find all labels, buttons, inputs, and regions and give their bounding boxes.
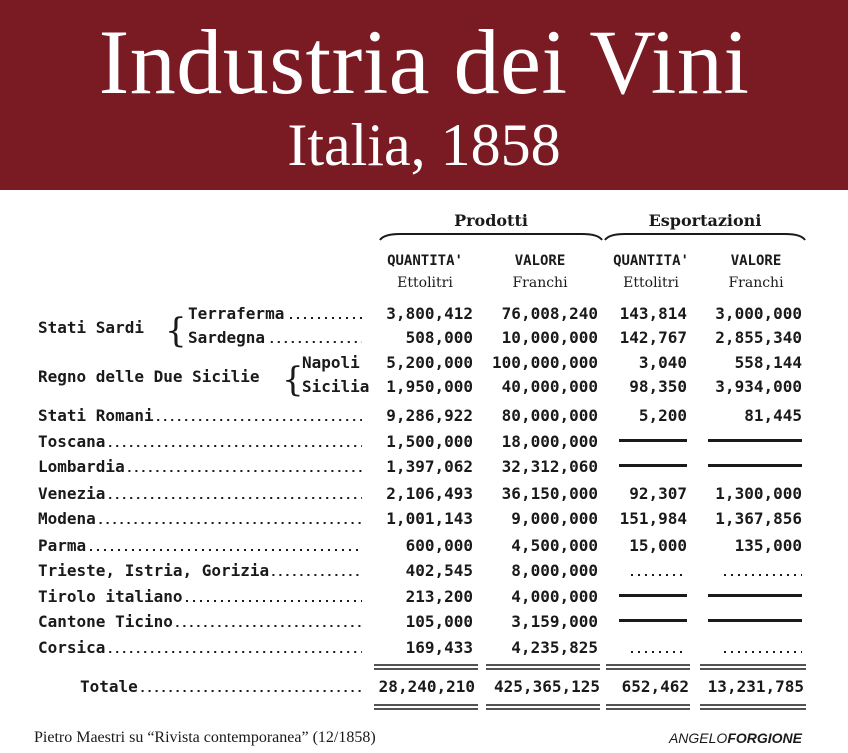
author-brand	[669, 730, 802, 746]
table-cell-value: 80,000,000	[501, 406, 598, 425]
row-sublabel: Sardegna	[188, 328, 266, 347]
table-cell-value: 40,000,000	[501, 377, 598, 396]
group-header-brace	[605, 234, 805, 240]
row-group-brace: {	[165, 311, 187, 351]
table-cell-value: 81,445	[744, 406, 802, 425]
table-cell-value: 2,855,340	[715, 328, 802, 347]
total-label: Totale	[80, 677, 138, 696]
table-cell-value: 3,159,000	[511, 612, 598, 631]
no-data-dash	[708, 619, 802, 622]
column-header: QUANTITA'	[387, 253, 463, 269]
column-unit: Franchi	[512, 275, 568, 291]
table-cell-value: 32,312,060	[501, 457, 598, 476]
table-cell-value: 15,000	[629, 536, 687, 555]
row-label: Trieste, Istria, Gorizia	[38, 561, 270, 580]
total-value: 28,240,210	[378, 677, 475, 696]
total-value: 652,462	[621, 677, 689, 696]
table-cell-value: 135,000	[734, 536, 802, 555]
column-header: QUANTITA'	[613, 253, 689, 269]
table-cell-value: 8,000,000	[511, 561, 598, 580]
table-cell-value: 1,397,062	[386, 457, 473, 476]
table-cell-value: 143,814	[619, 304, 687, 323]
table-cell-value: 213,200	[405, 587, 473, 606]
no-data-dash	[619, 594, 687, 597]
table-cell-value: 76,008,240	[501, 304, 598, 323]
table-cell-value: 3,800,412	[386, 304, 473, 323]
group-header: Prodotti	[454, 211, 528, 230]
table-cell-value: 1,950,000	[386, 377, 473, 396]
row-sublabel: Napoli	[302, 353, 360, 372]
table-cell-value: 100,000,000	[492, 353, 598, 372]
table-cell-value: 1,367,856	[715, 509, 802, 528]
brand-last-name: FORGIONE	[727, 730, 802, 746]
table-cell-value: 5,200,000	[386, 353, 473, 372]
table-cell-value: 36,150,000	[501, 484, 598, 503]
no-data-dash	[708, 439, 802, 442]
table-cell-value: 4,500,000	[511, 536, 598, 555]
table-cell-value: 18,000,000	[501, 432, 598, 451]
table-cell-value: 142,767	[619, 328, 687, 347]
table-cell-value: 151,984	[619, 509, 687, 528]
row-label: Corsica	[38, 638, 106, 657]
page-title: Industria dei Vini	[98, 11, 750, 113]
group-header-brace	[380, 234, 602, 240]
group-header: Esportazioni	[648, 211, 762, 230]
table-cell-value: 10,000,000	[501, 328, 598, 347]
column-unit: Ettolitri	[397, 275, 453, 291]
row-label: Lombardia	[38, 457, 125, 476]
row-sublabel: Terraferma	[188, 304, 285, 323]
table-cell-value: 1,300,000	[715, 484, 802, 503]
table-cell-value: 1,500,000	[386, 432, 473, 451]
total-value: 425,365,125	[494, 677, 600, 696]
total-value: 13,231,785	[707, 677, 804, 696]
table-cell-value: 4,235,825	[511, 638, 598, 657]
no-data-dash	[708, 594, 802, 597]
source-citation: Pietro Maestri su “Rivista contemporanea” (12/1858)	[34, 729, 376, 746]
table-cell-value: 9,286,922	[386, 406, 473, 425]
column-header: VALORE	[514, 253, 566, 269]
table-cell-value: 3,040	[638, 353, 687, 372]
wine-statistics-table	[0, 190, 848, 725]
table-cell-value: 558,144	[734, 353, 802, 372]
column-unit: Ettolitri	[623, 275, 679, 291]
table-cell-value: 5,200	[638, 406, 687, 425]
table-cell-value: 1,001,143	[386, 509, 473, 528]
row-group-label: Regno delle Due Sicilie	[38, 367, 260, 386]
table-cell-value: 3,934,000	[715, 377, 802, 396]
row-label: Venezia	[38, 484, 106, 503]
table-cell-value: 508,000	[405, 328, 473, 347]
row-label: Stati Romani	[38, 406, 154, 425]
row-label: Parma	[38, 536, 87, 555]
table-cell-value: 402,545	[405, 561, 473, 580]
page-subtitle: Italia, 1858	[287, 112, 561, 178]
no-data-dash	[619, 619, 687, 622]
column-unit: Franchi	[728, 275, 784, 291]
table-cell-value: 9,000,000	[511, 509, 598, 528]
table-cell-value: 2,106,493	[386, 484, 473, 503]
no-data-dash	[619, 464, 687, 467]
row-label: Tirolo italiano	[38, 587, 183, 606]
no-data-dash	[619, 439, 687, 442]
table-cell-value: 600,000	[405, 536, 473, 555]
no-data-dash	[708, 464, 802, 467]
table-cell-value: 92,307	[629, 484, 687, 503]
table-cell-value: 3,000,000	[715, 304, 802, 323]
table-cell-value: 4,000,000	[511, 587, 598, 606]
row-group-brace: {	[282, 360, 304, 400]
row-label: Modena	[38, 509, 96, 528]
row-group-label: Stati Sardi	[38, 318, 144, 337]
table-cell-value: 98,350	[629, 377, 687, 396]
column-header: VALORE	[730, 253, 782, 269]
row-sublabel: Sicilia	[302, 377, 370, 396]
table-cell-value: 105,000	[405, 612, 473, 631]
title-banner	[0, 0, 848, 190]
row-label: Toscana	[38, 432, 106, 451]
table-cell-value: 169,433	[405, 638, 473, 657]
row-label: Cantone Ticino	[38, 612, 173, 631]
brand-first-name: ANGELO	[668, 730, 728, 746]
